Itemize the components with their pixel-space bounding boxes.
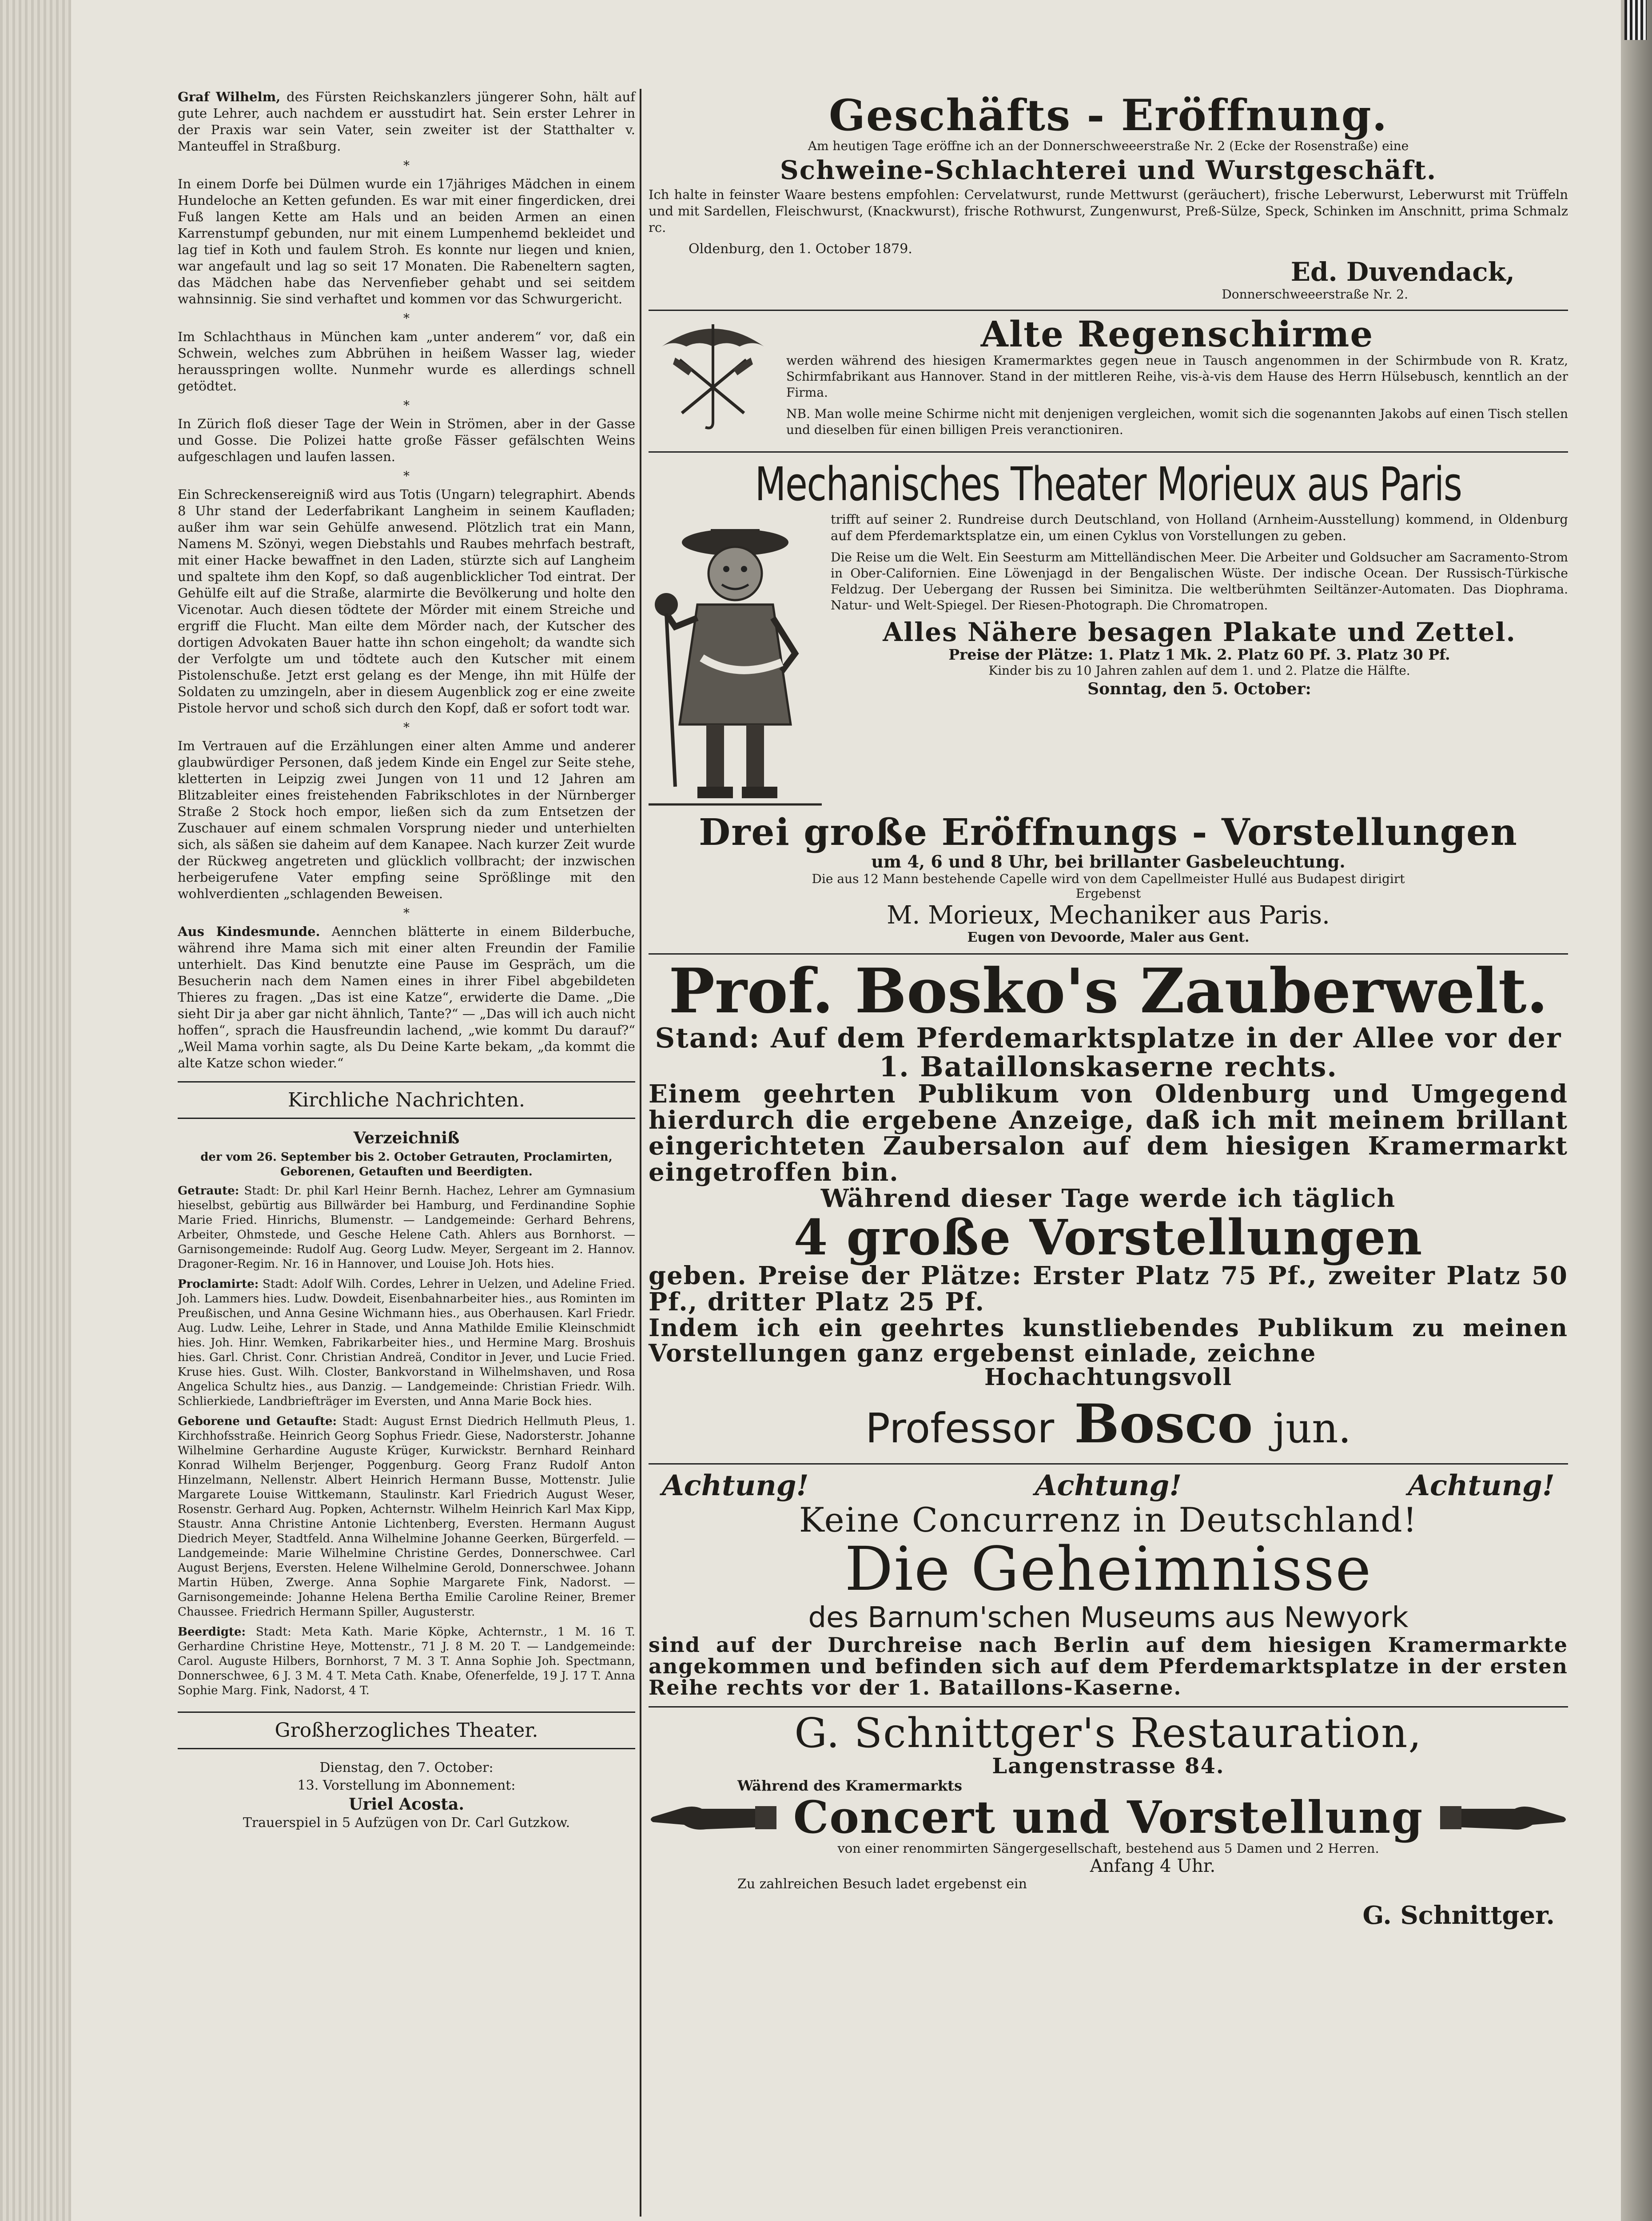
signature-part: jun.: [1273, 1404, 1351, 1452]
church-text: Stadt: Meta Kath. Marie Köpke, Achternstr., 1 M. 16 T. Gerhardine Christine Heye, Mottenstr., 71 J. 8 M. 20 T. — Landgemeinde: Carol. Auguste Hilbers, Bornhorst, 7 M. 3 T. Anna Sophie Joh. Spectmann, Donnerschwee, 6 J. 3 M. 4 T. Meta Cath. Knabe, Ofenerfelde, 19 J. 17 T. Anna Sophie Marg. Fink, Nadorst, 4 T.: [178, 1625, 635, 1697]
news-lead: Aus Kindesmunde.: [178, 924, 320, 939]
ad-subtitle: Drei große Eröffnungs - Vorstellungen: [699, 811, 1518, 854]
signature-part: Professor: [865, 1404, 1055, 1452]
ad-address: Donnerschweeerstraße Nr. 2.: [1222, 287, 1408, 302]
ad-regenschirme: [649, 311, 1568, 453]
theater-line-4: Trauerspiel in 5 Aufzügen von Dr. Carl Gutzkow.: [243, 1815, 570, 1831]
ad-invite: Zu zahlreichen Besuch ladet ergebenst ein: [737, 1876, 1027, 1892]
news-text: des Fürsten Reichskanzlers jüngerer Sohn, hält auf gute Lehrer, auch nachdem er ausstudirt hat. Sein erster Lehrer in der Praxis war sein Vater, sein zweiter ist der Statthalter v. Manteuffel in Straßburg.: [178, 89, 635, 154]
church-subheading-2: der vom 26. September bis 2. October Getrauten, Proclamirten, Geborenen, Getauften und Beerdigten.: [200, 1150, 613, 1178]
achtung-word: Achtung!: [1035, 1469, 1182, 1502]
news-item-duelmen: In einem Dorfe bei Dülmen wurde ein 17jähriges Mädchen in einem Hundeloche an Ketten gefunden. Es war mit einer fingerdicken, drei Fuß langen Kette am Hals und an beiden Armen an einen Karrenstumpf gebunden, nur mit einem Lumpenhemd bekleidet und lag tief in Koth und faulem Stroh. Es konnte nur liegen und knien, war angefault und lag so seit 17 Monaten. Die Rabeneltern sagten, das Mädchen habe das Nervenfieber gehabt und sei seitdem wahnsinnig. Sie sind verhaftet und kommen vor das Schwurgericht.: [178, 176, 635, 306]
news-item-kindesmunde: [178, 923, 635, 1071]
church-label: Proclamirte:: [178, 1278, 259, 1291]
ad-headline: 4 große Vorstellungen: [793, 1208, 1423, 1266]
news-item-muenchen: Im Schlachthaus in München kam „unter anderem“ vor, daß ein Schwein, welches zum Abbrühen in heißem Wasser lag, wieder herausspringen wollte. Nunmehr wurde es allerdings schnell getödtet.: [178, 329, 635, 394]
right-column: [649, 89, 1568, 2221]
ad-title: Mechanisches Theater Morieux aus Paris: [755, 457, 1462, 511]
left-column: [178, 89, 635, 2221]
ad-title: G. Schnittger's Restauration,: [794, 1709, 1422, 1757]
ad-body: Ich halte in feinster Waare bestens empfohlen: Cervelatwurst, runde Mettwurst (geräuchert), frische Leberwurst, Leberwurst mit Trüffeln und mit Sardellen, Fleischwurst, (Knackwurst), frische Rothwurst, Zungenwurst, Preß-Sülze, Speck, Schinken im Anschnitt, prima Schmalz rc.: [649, 187, 1568, 235]
ad-signer-2: Eugen von Devoorde, Maler aus Gent.: [967, 929, 1250, 945]
ad-schnittger: [649, 1708, 1568, 1930]
showman-figure: [649, 511, 822, 813]
ad-headline: Alles Nähere besagen Plakate und Zettel.: [883, 617, 1516, 647]
separator-star: *: [403, 311, 410, 326]
page-stack-edge: [0, 0, 71, 2221]
church-subheading: Verzeichniß: [353, 1129, 460, 1147]
ad-signer: Ed. Duvendack,: [1290, 256, 1515, 287]
ad-regards: Hochachtungsvoll: [984, 1364, 1233, 1391]
church-label: Geborene und Getaufte:: [178, 1415, 337, 1428]
ad-times: um 4, 6 und 8 Uhr, bei brillanter Gasbeleuchtung.: [871, 851, 1345, 872]
ad-band: Die aus 12 Mann bestehende Capelle wird von dem Capellmeister Hullé aus Budapest dirigirt: [812, 871, 1405, 886]
church-label: Getraute:: [178, 1184, 239, 1198]
ad-body: Einem geehrten Publikum von Oldenburg und Umgegend hierdurch die ergebene Anzeige, daß ich mit meinem brillant eingerichteten Zaubersalon auf dem hiesigen Kramermarkt eingetroffen bin.: [649, 1079, 1568, 1187]
ad-line: Während dieser Tage werde ich täglich: [820, 1184, 1396, 1214]
pointing-hand-right-icon: [1439, 1800, 1568, 1835]
news-item-zuerich: In Zürich floß dieser Tage der Wein in Strömen, aber in der Gasse und Gosse. Die Polizei hatte große Fässer gefälschten Weins aufgeschlagen und laufen lassen.: [178, 416, 635, 464]
ad-prices: geben. Preise der Plätze: Erster Platz 75 Pf., zweiter Platz 50 Pf., dritter Platz 25 Pf.: [649, 1261, 1568, 1317]
separator-star: *: [403, 720, 410, 735]
binding-gutter: [1621, 0, 1652, 2221]
church-text: Stadt: August Ernst Diedrich Hellmuth Pleus, 1. Kirchhofsstraße. Heinrich Georg Sophus Friedr. Giese, Nadorsterstr. Johanne Wilhelmine Gerhardine Auguste Krüger, Kurwickstr. Bernhard Reinhard Konrad Wilhelm Berjenger, Poggenburg. Georg Franz Rudolf Anton Hinzelmann, Nellenstr. Albert Heinrich Hermann Busse, Mottenstr. Julie Margarete Louise Wittkemann, Staulinstr. Karl Friedrich August Weser, Rosenstr. Gerhard Aug. Popken, Achternstr. Wilhelm Heinrich Karl Max Kipp, Staustr. Anna Christine Antonie Lichtenberg, Eversten. Hermann August Diedrich Meyer, Stadtfeld. Anna Wilhelmine Johanne Geerken, Bürgerfeld. — Landgemeinde: Marie Wilhelmine Christine Gerdes, Donnerschwee. Carl August Berjens, Eversten. Helene Wilhelmine Gerold, Donnerschwee. Johann Martin Hüben, Zwerge. Anna Sophie Margarete Fink, Nadorst. — Garnisongemeinde: Johanne Helena Bertha Emilie Caroline Reiner, Bremer Chaussee. Friedrich Hermann Spiller, Augusterstr.: [178, 1415, 635, 1619]
achtung-word: Achtung!: [662, 1469, 809, 1502]
separator-star: *: [403, 398, 410, 413]
pointing-hand-left-icon: [649, 1800, 777, 1835]
theater-heading: Großherzogliches Theater.: [178, 1712, 635, 1749]
ad-barnum: [649, 1465, 1568, 1708]
ad-subtitle: des Barnum'schen Museums aus Newyork: [808, 1601, 1409, 1634]
theater-line-1: Dienstag, den 7. October:: [319, 1760, 494, 1775]
ad-body: von einer renommirten Sängergesellschaft, bestehend aus 5 Damen und 2 Herren.: [837, 1841, 1379, 1856]
church-text: Stadt: Dr. phil Karl Heinr Bernh. Hachez, Lehrer am Gymnasium hieselbst, gebürtig aus Billwärder bei Hamburg, und Ferdinandine Sophie Marie Fried. Hinrichs, Blumenstr. — Landgemeinde: Gerhard Behrens, Arbeiter, Ohmstede, und Gesche Helene Cath. Ahlers aus Bornhorst. — Garnisongemeinde: Rudolf Aug. Georg Ludw. Meyer, Sergeant im 2. Hannov. Dragoner-Regim. Nr. 16 in Hannover, und Louise Joh. Hots hies.: [178, 1184, 635, 1271]
ad-geschaefts-eroeffnung: [649, 89, 1568, 311]
church-text: Stadt: Adolf Wilh. Cordes, Lehrer in Uelzen, und Adeline Fried. Joh. Lammers hies. Ludw. Dowdeit, Eisenbahnarbeiter hies., aus Rominten im Preußischen, und Anna Gesine Wichmann hies., aus Oberhausen. Karl Friedr. Aug. Ludw. Leihe, Lehrer in Stade, und Anna Mathilde Emilie Kleinschmidt hies. Joh. Hinr. Wemken, Fabrikarbeiter hies., und Hermine Marg. Broshuis hies. Garl. Christ. Conr. Christian Andreä, Conditor in Jever, und Lucie Fried. Kruse hies. Gust. Wilh. Closter, Bankvorstand in Wilhelmshaven, und Rosa Angelica Schultz hies., aus Danzig. — Landgemeinde: Christian Friedr. Wilh. Schlierkiede, Landbriefträger im Eversten, und Anna Marie Bock hies.: [178, 1278, 635, 1408]
church-proclamirte: [178, 1277, 635, 1409]
ad-body: sind auf der Durchreise nach Berlin auf dem hiesigen Kramermarkte angekommen und befinden sich auf dem Pferdemarktsplatze in der ersten Reihe rechts vor der 1. Bataillons-Kaserne.: [649, 1632, 1568, 1700]
news-item-leipzig: Im Vertrauen auf die Erzählungen einer alten Amme und anderer glaubwürdiger Personen, daß jedem Kinde ein Engel zur Seite stehe, kletterten in Leipzig zwei Jungen von 11 und 12 Jahren am Blitzableiter eines freistehenden Fabrikschlotes in der Nürnberger Straße 2 Stock hoch empor, ließen sich da zum Entsetzen der Zuschauer auf einem schmalen Vorsprung nieder und unterhielten sich, als säßen sie daheim auf dem Kanapee. Nach kurzer Zeit wurde der Rückweg angetreten und glücklich vollbracht; der inzwischen herbeigerufene Vater empfing seine Sprößlinge mit den wohlverdienten „schlagenden Beweisen.: [178, 738, 635, 901]
ad-prices: Preise der Plätze: 1. Platz 1 Mk. 2. Platz 60 Pf. 3. Platz 30 Pf.: [948, 645, 1450, 663]
news-item-totis: Ein Schreckensereigniß wird aus Totis (Ungarn) telegraphirt. Abends 8 Uhr stand der Lederfabrikant Langheim in seinem Kaufladen; außer ihm war sein Gehülfe anwesend. Plötzlich trat ein Mann, Namens M. Szönyi, wegen Diebstahls und Raubes mehrfach bestraft, mit einer Hacke bewaffnet in den Laden, stürzte sich auf Langheim und spaltete ihm den Kopf, so daß augenblicklicher Tod eintrat. Der Gehülfe eilt auf die Straße, alarmirte die Bevölkerung und holte den Vicenotar. Auch diesen tödtete der Mörder mit einem Streiche und ergriff die Flucht. Man eilte dem Mörder nach, der Kutscher des dortigen Advokaten Bauer hatte ihn schon eingeholt; da wandte sich der Verfolgte um und tödtete auch den Kutscher mit einem Pistolenschuße. Jetzt erst gelang es der Menge, ihn mit Hülfe der Soldaten zu umzingeln, aber in diesem Augenblick zog er eine zweite Pistole hervor und schoß sich durch den Kopf, daß er sofort todt war.: [178, 487, 635, 716]
ad-time: Anfang 4 Uhr.: [1090, 1856, 1216, 1877]
theater-play-title: Uriel Acosta.: [349, 1795, 464, 1814]
ad-title: Geschäfts - Eröffnung.: [828, 90, 1388, 140]
ad-ergebenst: Ergebenst: [1075, 886, 1141, 901]
separator-star: *: [403, 158, 410, 173]
ad-body: werden während des hiesigen Kramermarktes gegen neue in Tausch angenommen in der Schirmbude von R. Kratz, Schirmfabrikant aus Hannover. Stand in der mittleren Reihe, vis-à-vis dem Hause des Herrn Hülsebusch, kenntlich an der Firma.: [786, 353, 1568, 400]
umbrella-icon: [649, 315, 777, 443]
ad-nb: NB. Man wolle meine Schirme nicht mit denjenigen vergleichen, womit sich die sogenannten Jakobs auf einen Tisch stellen und dieselben für einen billigen Preis veranctioniren.: [786, 406, 1568, 437]
ad-stand: Stand: Auf dem Pferdemarktsplatze in der Allee vor der 1. Bataillonskaserne rechts.: [655, 1021, 1562, 1083]
church-label: Beerdigte:: [178, 1625, 246, 1639]
news-text: Aennchen blätterte in einem Bilderbuche, während ihre Mama sich mit einer alten Freundin der Familie unterhielt. Das Kind benutzte eine Pause im Gespräch, um die Besucherin nach dem Namen eines in ihrer Fibel abgebildeten Thieres zu fragen. „Das ist eine Katze“, erwiderte die Dame. „Die sieht Dir ja aber gar nicht ähnlich, Tante?“ — „Das will ich auch nicht hoffen“, sprach die Hausfreundin lachend, „wie kommt Du darauf?“ „Weil Mama vorhin sagte, als Du Deine Karte bekam, „da kommt die alte Katze schon wieder.“: [178, 924, 635, 1071]
ad-address: Langenstrasse 84.: [992, 1753, 1225, 1779]
achtung-word: Achtung!: [1408, 1469, 1555, 1502]
ad-invite: Indem ich ein geehrtes kunstliebendes Publikum zu meinen Vorstellungen ganz ergebenst einlade, zeichne: [649, 1313, 1568, 1367]
ad-date: Oldenburg, den 1. October 1879.: [689, 241, 912, 257]
church-geborene: [178, 1414, 635, 1620]
ad-line: Während des Kramermarkts: [737, 1777, 962, 1795]
ad-body: trifft auf seiner 2. Rundreise durch Deutschland, von Holland (Arnheim-Ausstellung) kommend, in Oldenburg auf dem Pferdemarktsplatze ein, um einen Cyklus von Vorstellungen zu geben.: [831, 511, 1568, 543]
news-lead: Graf Wilhelm,: [178, 89, 281, 104]
ad-date: Sonntag, den 5. October:: [1087, 679, 1311, 698]
church-news-heading: Kirchliche Nachrichten.: [178, 1081, 635, 1119]
ad-bosko: [649, 955, 1568, 1465]
column-divider: [640, 89, 641, 2217]
ad-title: Prof. Bosko's Zauberwelt.: [669, 954, 1548, 1027]
ad-signer: G. Schnittger.: [1362, 1901, 1555, 1930]
ad-signer: M. Morieux, Mechaniker aus Paris.: [887, 900, 1330, 930]
ad-mechanisches-theater: [649, 453, 1568, 955]
ad-children: Kinder bis zu 10 Jahren zahlen auf dem 1. und 2. Platze die Hälfte.: [988, 663, 1410, 678]
ad-title: Die Geheimnisse: [844, 1534, 1372, 1604]
ad-title: Alte Regenschirme: [980, 313, 1374, 355]
signature-part: Bosco: [1074, 1392, 1253, 1455]
separator-star: *: [403, 469, 410, 483]
ad-line: Am heutigen Tage eröffne ich an der Donnerschweeerstraße Nr. 2 (Ecke der Rosenstraße) eine: [808, 138, 1409, 153]
news-item-graf-wilhelm: [178, 89, 635, 155]
ad-program: Die Reise um die Welt. Ein Seesturm am Mittelländischen Meer. Die Arbeiter und Goldsucher am Sacramento-Strom in Ober-Californien. Eine Löwenjagd in der Bengalischen Wüste. Der indische Ocean. Der Russisch-Türkische Feldzug. Der Uebergang der Russen bei Siminitza. Die weltberühmten Seiltänzer-Automaten. Das Diophrama. Natur- und Welt-Spiegel. Der Riesen-Photograph. Die Chromatropen.: [831, 549, 1568, 613]
church-getraute: [178, 1184, 635, 1272]
separator-star: *: [403, 906, 410, 920]
ad-line: Keine Concurrenz in Deutschland!: [799, 1500, 1418, 1540]
church-beerdigte: [178, 1625, 635, 1698]
theater-line-2: 13. Vorstellung im Abonnement:: [297, 1778, 516, 1793]
ad-signature: [649, 1393, 1568, 1455]
scale-ruler: [1624, 0, 1647, 40]
ad-headline: Concert und Vorstellung: [793, 1791, 1424, 1844]
ad-subtitle: Schweine-Schlachterei und Wurstgeschäft.: [780, 155, 1437, 185]
